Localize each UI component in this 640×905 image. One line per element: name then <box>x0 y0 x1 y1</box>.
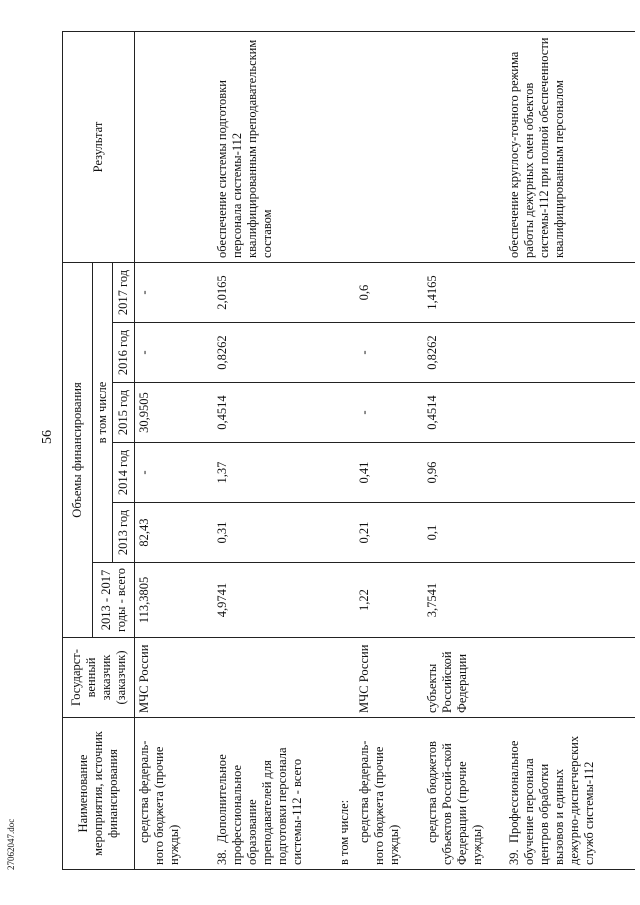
cell-2015: 0,4514 <box>423 383 505 443</box>
cell-total: 1,22 <box>355 563 423 638</box>
cell-result: обеспечение системы подготовки персонала системы-112 квалифицированным преподавательским составом <box>213 31 331 262</box>
header-2016: 2016 год <box>113 323 135 383</box>
cell-customer: МЧС России <box>135 638 213 718</box>
header-result: Результат <box>63 31 135 262</box>
cell-2014: 0,96 <box>423 443 505 503</box>
cell-total: 4,9741 <box>213 563 331 638</box>
cell-2016: 0,8262 <box>213 323 331 383</box>
cell-2014: 1,37 <box>213 443 331 503</box>
table-row <box>505 31 635 869</box>
cell-name <box>423 718 505 870</box>
row-name: в том числе: <box>336 799 351 865</box>
header-2015: 2015 год <box>113 383 135 443</box>
header-2017: 2017 год <box>113 262 135 322</box>
table-body <box>135 31 635 869</box>
header-name: Наименование мероприятия, источник финансирования <box>63 718 135 870</box>
cell-2014: - <box>135 443 213 503</box>
cell-2014 <box>505 443 635 503</box>
cell-2015: 0,4514 <box>213 383 331 443</box>
cell-2016: - <box>355 323 423 383</box>
cell-customer: субъекты Российской Федерации <box>423 638 505 718</box>
cell-2017: 1,4165 <box>423 262 505 322</box>
cell-name <box>505 718 635 870</box>
cell-2016 <box>331 323 355 383</box>
table-row <box>213 31 331 869</box>
cell-2017: 2,0165 <box>213 262 331 322</box>
footer-filename: 27062047.doc <box>6 818 16 870</box>
header-2013: 2013 год <box>113 503 135 563</box>
row-name: средства федераль-ного бюджета (прочие нужды) <box>356 740 401 865</box>
cell-result <box>355 31 423 262</box>
cell-result <box>331 31 355 262</box>
cell-2014 <box>331 443 355 503</box>
row-name: Дополнительное профессиональное образование преподавателей для подготовки персонала системы-112 - всего <box>214 747 304 865</box>
cell-name <box>213 718 331 870</box>
row-name: средства федераль-ного бюджета (прочие нужды) <box>137 740 181 865</box>
cell-2017: - <box>135 262 213 322</box>
table-row <box>423 31 505 869</box>
row-name: Профессиональное обучение персонала центров обработки вызовов и единых дежурно-диспетчерских служб системы-112 <box>506 735 596 865</box>
table-row <box>355 31 423 869</box>
cell-2013: 82,43 <box>135 503 213 563</box>
cell-total <box>505 563 635 638</box>
cell-2015 <box>331 383 355 443</box>
cell-2016 <box>505 323 635 383</box>
funding-table <box>62 31 635 870</box>
header-2014: 2014 год <box>113 443 135 503</box>
cell-total: 113,3805 <box>135 563 213 638</box>
cell-total <box>331 563 355 638</box>
cell-2017 <box>331 262 355 322</box>
cell-result <box>135 31 213 262</box>
cell-result: обеспечение круглосу-точного режима работы дежурных смен объектов системы-112 при полной обеспеченности квалифицированным персоналом <box>505 31 635 262</box>
page-number: 56 <box>40 430 55 444</box>
table-header <box>63 31 135 869</box>
header-total: 2013 - 2017 годы - всего <box>93 563 135 638</box>
rotated-page <box>62 32 622 870</box>
cell-2015 <box>505 383 635 443</box>
header-funding: Объемы финансирования <box>63 262 93 637</box>
cell-2016: 0,8262 <box>423 323 505 383</box>
cell-2015: 30,9505 <box>135 383 213 443</box>
cell-customer <box>213 638 331 718</box>
cell-name <box>355 718 423 870</box>
cell-customer <box>505 638 635 718</box>
cell-2013: 0,21 <box>355 503 423 563</box>
cell-2015: - <box>355 383 423 443</box>
cell-total: 3,7541 <box>423 563 505 638</box>
cell-2013: 0,1 <box>423 503 505 563</box>
cell-customer: МЧС России <box>355 638 423 718</box>
cell-2016: - <box>135 323 213 383</box>
table-row <box>331 31 355 869</box>
row-number: 38. <box>214 849 229 865</box>
cell-result <box>423 31 505 262</box>
cell-2017 <box>505 262 635 322</box>
cell-customer <box>331 638 355 718</box>
cell-2017: 0,6 <box>355 262 423 322</box>
cell-2013: 0,31 <box>213 503 331 563</box>
row-number: 39. <box>506 849 521 865</box>
cell-2014: 0,41 <box>355 443 423 503</box>
header-in-that: в том числе <box>93 262 113 562</box>
cell-name <box>331 718 355 870</box>
cell-2013 <box>331 503 355 563</box>
row-name: средства бюджетов субъектов Россий-ской Федерации (прочие нужды) <box>424 741 484 865</box>
header-customer: Государст-венный заказчик (заказчик) <box>63 638 135 718</box>
cell-2013 <box>505 503 635 563</box>
cell-name <box>135 718 213 870</box>
table-row <box>135 31 213 869</box>
